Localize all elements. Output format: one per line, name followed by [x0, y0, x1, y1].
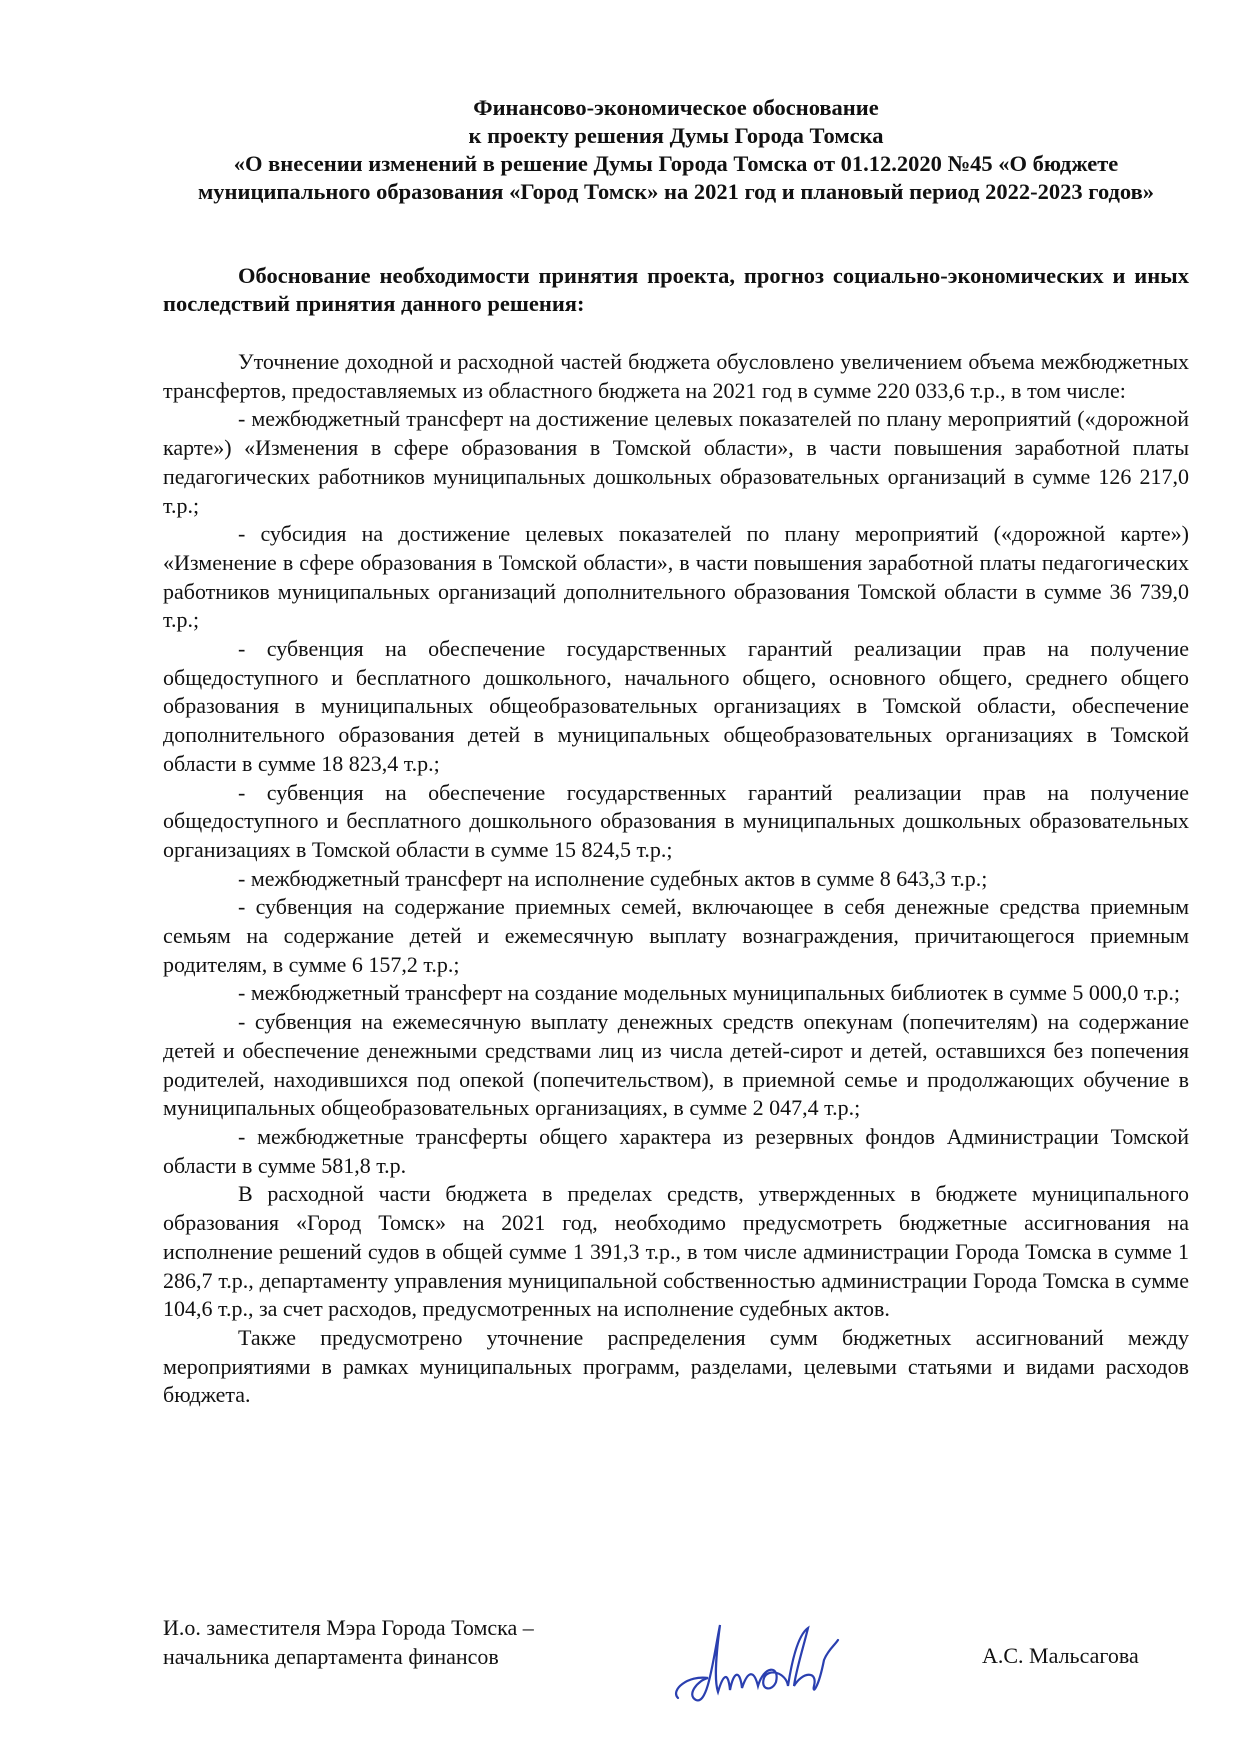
title-line-2: к проекту решения Думы Города Томска: [468, 123, 884, 148]
title-line-1: Финансово-экономическое обоснование: [473, 95, 879, 120]
title-line-3: «О внесении изменений в решение Думы Города Томска от 01.12.2020 №45 «О бюджете муниципального образования «Город Томск» на 2021 год и плановый период 2022-2023 годов»: [197, 151, 1155, 204]
paragraph: - межбюджетный трансферт на исполнение судебных актов в сумме 8 643,3 т.р.;: [238, 865, 988, 891]
document-title: [163, 94, 1189, 206]
position-line-1: И.о. заместителя Мэра Города Томска –: [163, 1615, 534, 1640]
signatory-name: А.С. Мальсагова: [982, 1643, 1139, 1668]
paragraph: - межбюджетные трансферты общего характера из резервных фондов Администрации Томской области в сумме 581,8 т.р.: [163, 1123, 1189, 1178]
paragraph: В расходной части бюджета в пределах средств, утвержденных в бюджете муниципального образования «Город Томск» на 2021 год, необходимо предусмотреть бюджетные ассигнования на исполнение решений судов в общей сумме 1 391,3 т.р., в том числе администрации Города Томска в сумме 1 286,7 т.р., департаменту управления муниципальной собственностью администрации Города Томска в сумме 104,6 т.р., за счет расходов, предусмотренных на исполнение судебных актов.: [163, 1181, 1189, 1322]
signatory-position: [163, 1614, 534, 1671]
paragraph: - субвенция на обеспечение государственных гарантий реализации прав на получение общедоступного и бесплатного дошкольного образования в муниципальных дошкольных образовательных организациях в Томской области в сумме 15 824,5 т.р.;: [163, 779, 1189, 862]
paragraph: - межбюджетный трансферт на создание модельных муниципальных библиотек в сумме 5 000,0 т.р.;: [238, 980, 1180, 1006]
paragraph: - субвенция на обеспечение государственных гарантий реализации прав на получение общедоступного и бесплатного дошкольного, начального общего, основного общего, среднего общего образования в муниципальных общеобразовательных организациях в Томской области, обеспечение дополнительного образования детей в муниципальных общеобразовательных организациях в Томской области в сумме 18 823,4 т.р.;: [163, 636, 1189, 776]
paragraph: - межбюджетный трансферт на достижение целевых показателей по плану мероприятий («дорожной карте») «Изменения в сфере образования в Томской области», в части повышения заработной платы педагогических работников муниципальных дошкольных образовательных организаций в сумме 126 217,0 т.р.;: [163, 406, 1189, 518]
document-body: [163, 348, 1189, 1410]
section-heading: Обоснование необходимости принятия проекта, прогноз социально-экономических и иных последствий принятия данного решения:: [163, 263, 1189, 316]
paragraph: Уточнение доходной и расходной частей бюджета обусловлено увеличением объема межбюджетных трансфертов, предоставляемых из областного бюджета на 2021 год в сумме 220 033,6 т.р., в том числе:: [163, 349, 1189, 403]
paragraph: - субвенция на содержание приемных семей, включающее в себя денежные средства приемным семьям на содержание детей и ежемесячную выплату вознаграждения, причитающегося приемным родителям, в сумме 6 157,2 т.р.;: [163, 894, 1189, 977]
position-line-2: начальника департамента финансов: [163, 1643, 499, 1669]
handwritten-signature: [668, 1620, 878, 1710]
paragraph: - субсидия на достижение целевых показателей по плану мероприятий («дорожной карте») «Изменение в сфере образования в Томской области», в части повышения заработной платы педагогических работников муниципальных организаций дополнительного образования Томской области в сумме 36 739,0 т.р.;: [163, 521, 1189, 633]
paragraph: - субвенция на ежемесячную выплату денежных средств опекунам (попечителям) на содержание детей и обеспечение денежными средствами лиц из числа детей-сирот и детей, оставшихся без попечения родителей, находившихся под опекой (попечительством), в приемной семье и продолжающих обучение в муниципальных общеобразовательных организациях, в сумме 2 047,4 т.р.;: [163, 1009, 1189, 1121]
paragraph: Также предусмотрено уточнение распределения сумм бюджетных ассигнований между мероприятиями в рамках муниципальных программ, разделами, целевыми статьями и видами расходов бюджета.: [163, 1324, 1189, 1408]
